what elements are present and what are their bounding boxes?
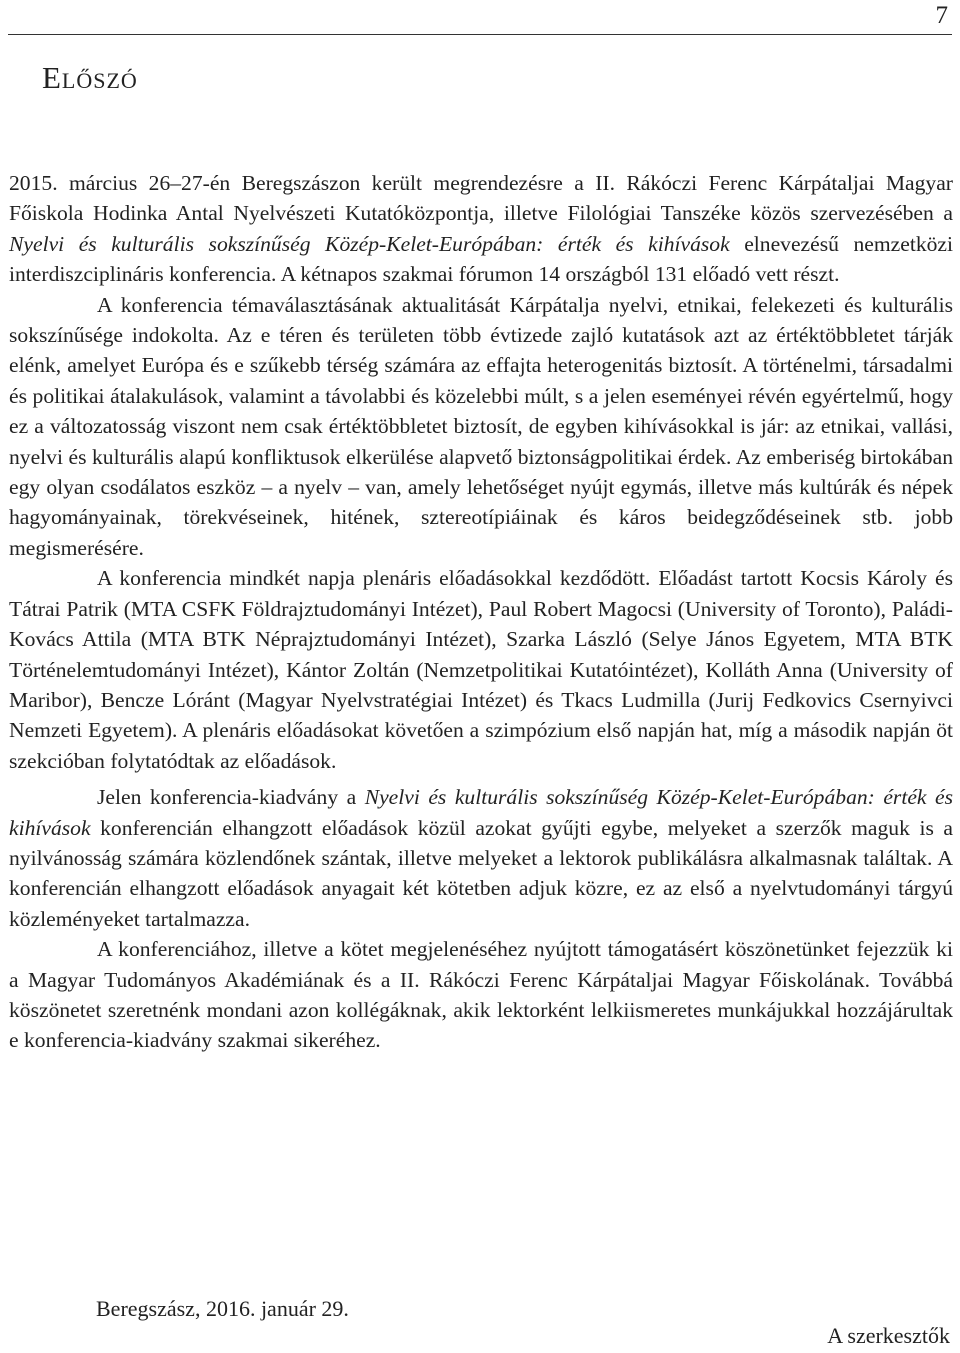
paragraph-4	[9, 782, 953, 934]
page-number: 7	[935, 2, 948, 29]
body-text	[9, 168, 953, 1056]
paragraph-1-text-a: 2015. március 26–27-én Beregszászon került megrendezésre a II. Rákóczi Ferenc Kárpátaljai Magyar Főiskola Hodinka Antal Nyelvészeti Kutatóközpontja, illetve Filológiai Tanszéke közös szervezésében a	[9, 171, 953, 226]
paragraph-2	[9, 290, 953, 564]
place-date: Beregszász, 2016. január 29.	[96, 1296, 349, 1321]
paragraph-5-text: A konferenciához, illetve a kötet megjelenéséhez nyújtott támogatásért köszönetünket fejezzük ki a Magyar Tudományos Akadémiának és a II. Rákóczi Ferenc Kárpátaljai Magyar Főiskolának. Továbbá köszönetet szeretnénk mondani azon kollégáknak, akik lektorként lelkiismeretes munkájukkal hozzájárultak e konferencia-kiadvány szakmai sikeréhez.	[9, 937, 953, 1053]
paragraph-3	[9, 563, 953, 776]
header-rule	[8, 34, 952, 35]
paragraph-2-text: A konferencia témaválasztásának aktualitását Kárpátalja nyelvi, etnikai, felekezeti és kulturális sokszínűsége indokolta. Az e téren és területen több évtizede zajló kutatások azt az értéktöbbletet tárják elénk, amelyet Európa és e szűkebb térség számára az effajta heterogenitás biztosít. A történelmi, társadalmi és politikai átalakulások, valamint a távolabbi és közelebbi múlt, s a jelen eseményei révén egyértelmű, hogy ez a változatosság viszont nem csak értéktöbbletet biztosít, de egyben kihívásokkal is jár: az etnikai, vallási, nyelvi és kulturális alapú konfliktusok elkerülése alapvető biztonságpolitikai érdek. Az emberiség birtokában egy olyan csodálatos eszköz – a nyelv – van, amely lehetőséget nyújt egymás, illetve más kultúrák és népek hagyományainak, törekvéseinek, hitének, sztereotípiáinak és káros beidegződéseinek stb. jobb megismerésére.	[9, 292, 953, 560]
signature: A szerkesztők	[827, 1323, 950, 1348]
paragraph-5	[9, 934, 953, 1056]
conference-title-italic-2: Nyelvi és kulturális sokszínűség Közép-Kelet-Európában: érték és kihívások	[9, 785, 953, 840]
paragraph-4-text-a: Jelen konferencia-kiadvány a	[97, 785, 365, 810]
page-title: Előszó	[42, 60, 138, 95]
paragraph-4-text-b: konferencián elhangzott előadások közül azokat gyűjti egybe, melyeket a szerzők maguk is a nyilvánosság számára közlendőnek szántak, illetve melyeket a lektorok publikálásra alkalmasnak találtak. A konferencián elhangzott előadások anyagait két kötetben adjuk közre, ez az első a nyelvtudományi tárgyú közleményeket tartalmazza.	[9, 815, 953, 931]
paragraph-3-text: A konferencia mindkét napja plenáris előadásokkal kezdődött. Előadást tartott Kocsis Károly és Tátrai Patrik (MTA CSFK Földrajztudományi Intézet), Paul Robert Magocsi (University of Toronto), Paládi-Kovács Attila (MTA BTK Néprajztudományi Intézet), Szarka László (Selye János Egyetem, MTA BTK Történelemtudományi Intézet), Kántor Zoltán (Nemzetpolitikai Kutatóintézet), Kolláth Anna (University of Maribor), Bencze Lóránt (Magyar Nyelvstratégiai Intézet) és Tkacs Ludmilla (Jurij Fedkovics Csernyivci Nemzeti Egyetem). A plenáris előadásokat követően a szimpózium első napján hat, míg a második napján öt szekcióban folytatódtak az előadások.	[9, 566, 953, 773]
conference-title-italic-1: Nyelvi és kulturális sokszínűség Közép-Kelet-Európában: érték és kihívások	[9, 231, 730, 256]
paragraph-1	[9, 168, 953, 290]
paragraph-1-text-b: elnevezésű nemzetközi interdiszciplináris konferencia. A kétnapos szakmai fórumon 14 országból 131 előadó vett részt.	[9, 231, 953, 287]
